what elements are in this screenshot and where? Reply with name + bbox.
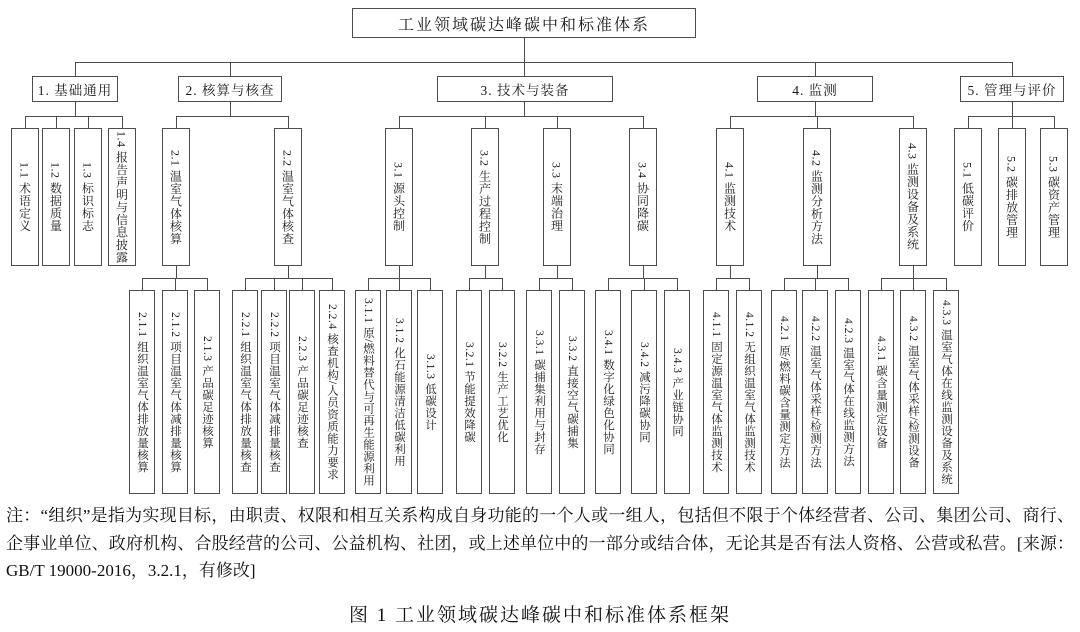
- node-3-1-2: [386, 290, 412, 494]
- connector-line: [881, 278, 882, 290]
- node-3-1: [385, 128, 413, 266]
- node-label: 4.1.2 无组织温室气体监测技术: [743, 311, 755, 473]
- connector-line: [557, 266, 558, 278]
- connector-line: [75, 62, 1013, 63]
- node-label: 2.1.1 组织温室气体排放量核算: [136, 311, 148, 473]
- node-label: 3.2.1 节能提效降碳: [463, 341, 475, 443]
- node-label: 3.1.1 原/燃料替代与可再生能源利用: [362, 297, 374, 487]
- node-5-3: [1040, 128, 1068, 266]
- node-4-2-1: [771, 290, 797, 494]
- node-label: 3.4 协同降碳: [635, 162, 650, 232]
- node-label: 3.4.1 数字化绿色化协同: [602, 329, 614, 455]
- branch-2-node: [178, 76, 282, 102]
- node-label: 2.2 温室气体核查: [280, 149, 295, 245]
- connector-line: [644, 278, 645, 290]
- connector-line: [1012, 116, 1013, 128]
- node-label: 4.3.2 温室气体采样/检测设备: [907, 315, 919, 469]
- node-label: 4.2 监测分析方法: [809, 149, 824, 245]
- node-label: 4.3.1 碳含量测定设备: [875, 335, 887, 449]
- node-4-3: [899, 128, 927, 266]
- node-label: 4.3 监测设备及系统: [905, 143, 920, 251]
- node-3-2: [471, 128, 499, 266]
- connector-line: [88, 116, 89, 128]
- root-node: [352, 8, 696, 38]
- connector-line: [730, 116, 731, 128]
- connector-line: [968, 116, 1054, 117]
- connector-line: [815, 62, 816, 76]
- node-3-2-2: [489, 290, 515, 494]
- node-2-2-2: [261, 290, 287, 494]
- branch-label: 4. 监测: [792, 83, 838, 98]
- node-label: 4.2.3 温室气体在线监测方法: [842, 317, 854, 467]
- node-label: 3.1.2 化石能源清洁低碳利用: [393, 317, 405, 467]
- connector-line: [817, 116, 818, 128]
- connector-line: [176, 116, 177, 128]
- connector-line: [485, 116, 486, 128]
- connector-line: [784, 278, 785, 290]
- node-label: 3.4.3 产业链协同: [671, 347, 683, 437]
- node-4-1: [716, 128, 744, 266]
- connector-line: [25, 116, 26, 128]
- connector-line: [245, 278, 332, 279]
- connector-line: [913, 116, 914, 128]
- branch-label: 2. 核算与核查: [185, 83, 275, 98]
- connector-line: [968, 116, 969, 128]
- connector-line: [749, 278, 750, 290]
- connector-line: [56, 116, 57, 128]
- connector-line: [1012, 102, 1013, 116]
- node-3-1-1: [355, 290, 381, 494]
- connector-line: [207, 278, 208, 290]
- connector-line: [399, 278, 400, 290]
- connector-line: [1054, 116, 1055, 128]
- connector-line: [288, 266, 289, 278]
- connector-line: [288, 116, 289, 128]
- connector-line: [302, 278, 303, 290]
- node-4-3-2: [900, 290, 926, 494]
- node-4-3-3: [933, 290, 959, 494]
- node-label: 3.3.1 碳捕集利用与封存: [533, 329, 545, 455]
- branch-label: 3. 技术与装备: [480, 83, 570, 98]
- node-label: 2.1.2 项目温室气体减排量核算: [169, 311, 181, 473]
- node-label: 4.1.1 固定源温室气体监测技术: [710, 311, 722, 473]
- connector-line: [1012, 62, 1013, 76]
- connector-line: [557, 116, 558, 128]
- connector-line: [524, 62, 525, 76]
- branch-1-node: [32, 76, 118, 102]
- node-4-2-3: [835, 290, 861, 494]
- connector-line: [608, 278, 677, 279]
- connector-line: [539, 278, 572, 279]
- node-4-3-1: [868, 290, 894, 494]
- node-2-2-4: [319, 290, 345, 494]
- connector-line: [815, 278, 816, 290]
- branch-4-node: [757, 76, 873, 102]
- connector-line: [230, 102, 231, 116]
- connector-line: [469, 278, 502, 279]
- figure-caption: 图 1 工业领域碳达峰碳中和标准体系框架: [348, 605, 731, 626]
- node-label: 2.2.2 项目温室气体减排量核查: [268, 311, 280, 473]
- node-3-3: [543, 128, 571, 266]
- node-1-2: [42, 128, 70, 266]
- connector-line: [643, 116, 644, 128]
- connector-line: [176, 116, 288, 117]
- connector-line: [122, 116, 123, 128]
- connector-line: [75, 62, 76, 76]
- node-2-2-1: [232, 290, 258, 494]
- node-label: 1.4 报告声明与信息披露: [114, 130, 129, 264]
- connector-line: [399, 266, 400, 278]
- connector-line: [946, 278, 947, 290]
- node-label: 3.3 末端治理: [549, 162, 564, 232]
- root-node-label: 工业领域碳达峰碳中和标准体系: [397, 16, 650, 34]
- connector-line: [142, 278, 143, 290]
- node-label: 4.2.2 温室气体采样/检测方法: [809, 315, 821, 469]
- node-label: 3.1 源头控制: [391, 162, 406, 232]
- connector-line: [332, 278, 333, 290]
- node-2-2: [274, 128, 302, 266]
- node-2-1: [162, 128, 190, 266]
- node-label: 2.2.1 组织温室气体排放量核查: [239, 311, 251, 473]
- connector-line: [848, 278, 849, 290]
- node-label: 1.1 术语定义: [17, 162, 32, 232]
- connector-line: [245, 278, 246, 290]
- connector-line: [175, 278, 176, 290]
- definition-note: 注：“组织”是指为实现目标，由职责、权限和相互关系构成自身功能的一个人或一组人，包括但不限于个体经营者、公司、集团公司、商行、企事业单位、政府机构、合股经营的公司、公益机构、社团，或上述单位中的一部分或结合体，无论其是否有法人资格、公营或私营。[来源：GB/T 19000-2016，3.2.1，有修改]: [6, 506, 1074, 581]
- node-3-3-2: [559, 290, 585, 494]
- node-2-1-1: [129, 290, 155, 494]
- connector-line: [913, 266, 914, 278]
- node-3-4-3: [664, 290, 690, 494]
- connector-line: [368, 278, 369, 290]
- connector-line: [784, 278, 848, 279]
- connector-line: [502, 278, 503, 290]
- connector-line: [716, 278, 749, 279]
- node-label: 1.2 数据质量: [48, 162, 63, 232]
- node-2-1-2: [162, 290, 188, 494]
- connector-line: [25, 116, 122, 117]
- branch-label: 5. 管理与评价: [967, 83, 1057, 98]
- connector-line: [643, 266, 644, 278]
- branch-3-node: [437, 76, 613, 102]
- connector-line: [730, 266, 731, 278]
- node-3-4-1: [595, 290, 621, 494]
- node-3-1-3: [417, 290, 443, 494]
- node-label: 5.3 碳资产管理: [1046, 155, 1061, 239]
- connector-line: [230, 62, 231, 76]
- connector-line: [716, 278, 717, 290]
- node-4-1-2: [736, 290, 762, 494]
- branch-label: 1. 基础通用: [37, 83, 113, 98]
- node-label: 1.3 标识标志: [80, 162, 95, 232]
- connector-line: [913, 278, 914, 290]
- connector-line: [399, 116, 400, 128]
- connector-line: [524, 102, 525, 116]
- node-1-1: [11, 128, 39, 266]
- node-label: 2.1 温室气体核算: [168, 149, 183, 245]
- connector-line: [817, 266, 818, 278]
- node-label: 3.2.2 生产工艺优化: [496, 341, 508, 443]
- node-label: 2.1.3 产品碳足迹核算: [201, 335, 213, 449]
- connector-line: [469, 278, 470, 290]
- node-label: 2.2.4 核查机构/人员资质能力要求: [326, 303, 338, 481]
- connector-line: [274, 278, 275, 290]
- node-label: 4.2.1 原/燃料碳含量测定方法: [778, 315, 790, 469]
- connector-line: [524, 38, 525, 62]
- node-3-4-2: [631, 290, 657, 494]
- node-label: 3.4.2 减污降碳协同: [638, 341, 650, 443]
- connector-line: [608, 278, 609, 290]
- node-label: 3.2 生产过程控制: [477, 149, 492, 245]
- node-3-2-1: [456, 290, 482, 494]
- connector-line: [677, 278, 678, 290]
- node-4-1-1: [703, 290, 729, 494]
- node-label: 5.2 碳排放管理: [1004, 155, 1019, 239]
- node-label: 4.3.3 温室气体在线监测设备及系统: [940, 299, 952, 485]
- connector-line: [399, 116, 643, 117]
- node-5-1: [954, 128, 982, 266]
- connector-line: [430, 278, 431, 290]
- node-1-4: [108, 128, 136, 266]
- node-3-3-1: [526, 290, 552, 494]
- node-label: 3.3.2 直接空气碳捕集: [566, 335, 578, 449]
- node-2-2-3: [289, 290, 315, 494]
- node-3-4: [629, 128, 657, 266]
- connector-line: [815, 102, 816, 116]
- connector-line: [539, 278, 540, 290]
- connector-line: [572, 278, 573, 290]
- node-4-2-2: [802, 290, 828, 494]
- connector-line: [176, 266, 177, 278]
- node-1-3: [74, 128, 102, 266]
- connector-line: [75, 102, 76, 116]
- node-4-2: [803, 128, 831, 266]
- connector-line: [730, 116, 913, 117]
- node-5-2: [998, 128, 1026, 266]
- node-label: 3.1.3 低碳设计: [424, 353, 436, 431]
- node-label: 2.2.3 产品碳足迹核查: [296, 335, 308, 449]
- node-2-1-3: [194, 290, 220, 494]
- branch-5-node: [960, 76, 1064, 102]
- node-label: 4.1 监测技术: [722, 162, 737, 232]
- connector-line: [485, 266, 486, 278]
- node-label: 5.1 低碳评价: [960, 162, 975, 232]
